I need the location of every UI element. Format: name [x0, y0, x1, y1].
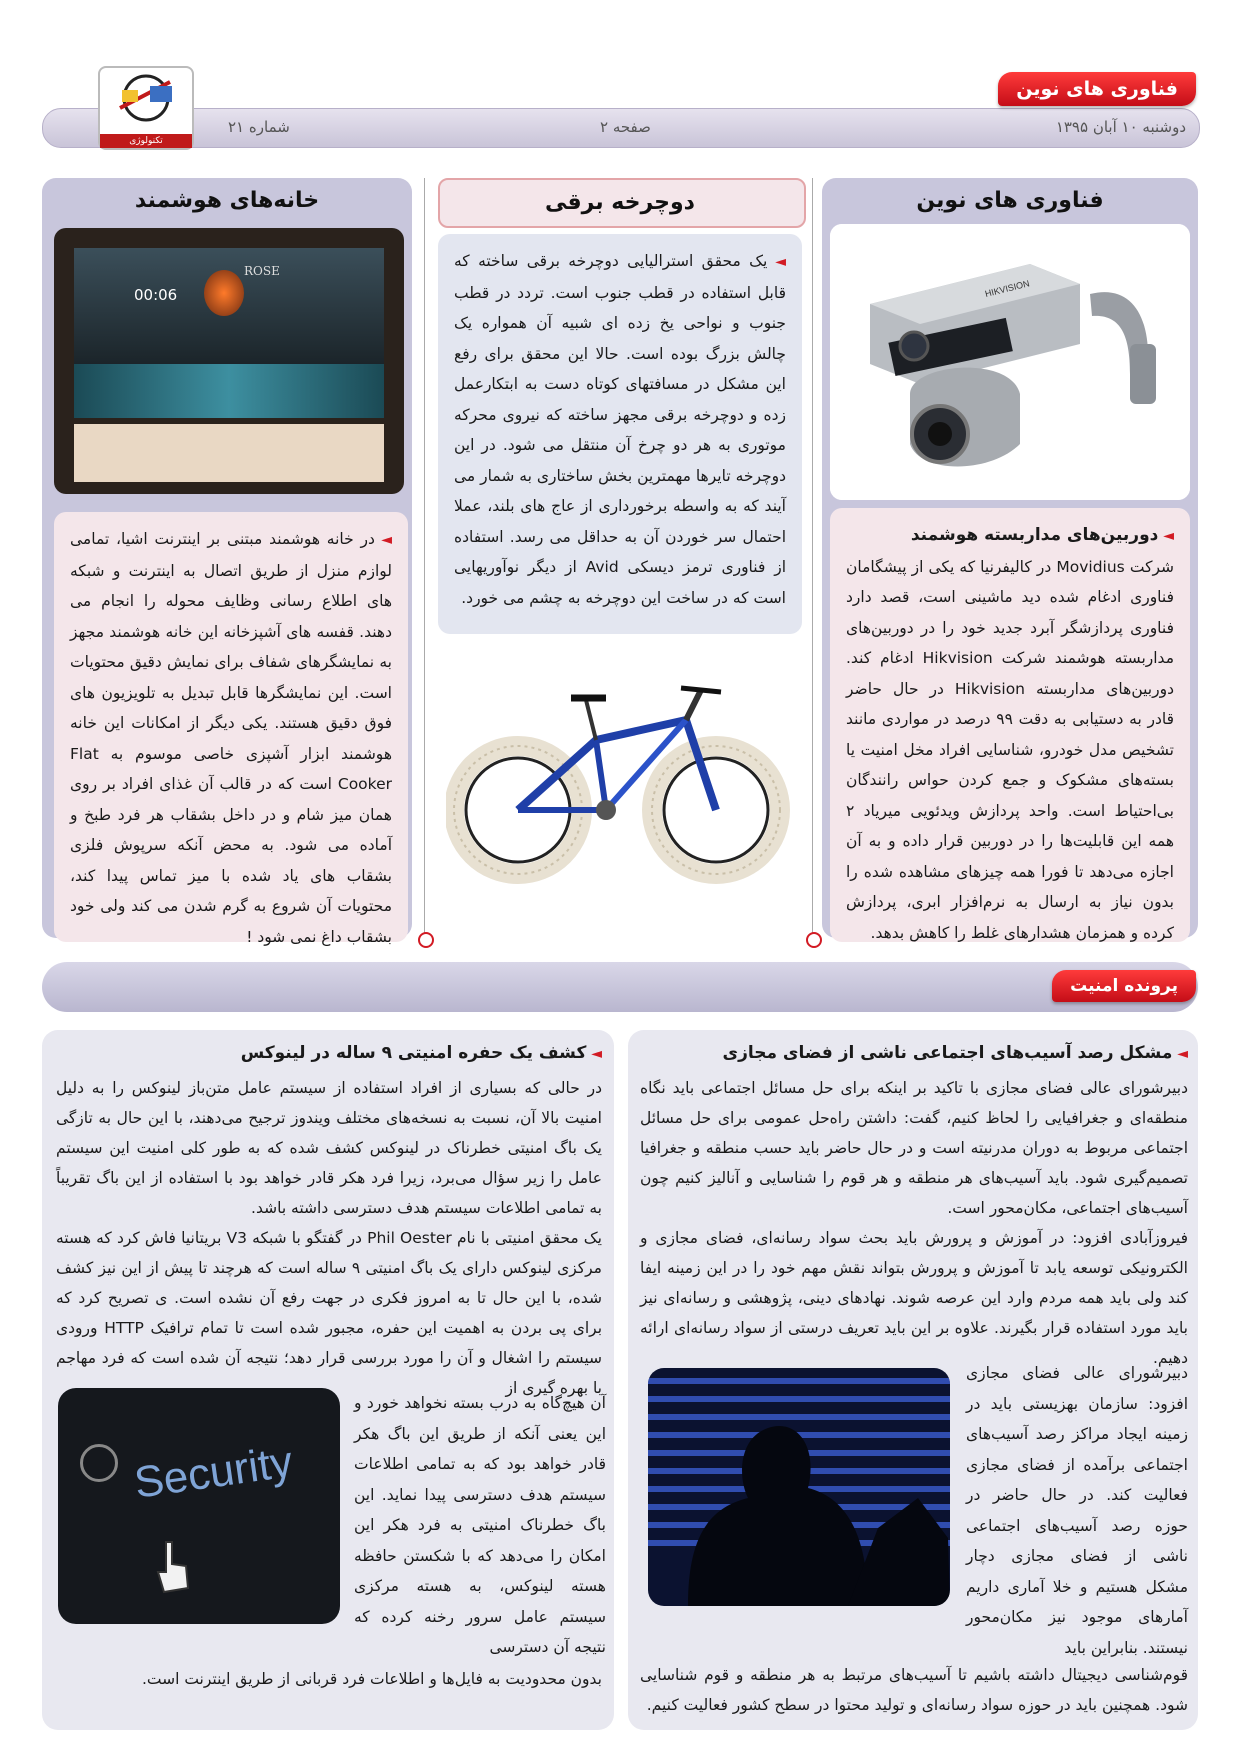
smart-home-photo [54, 228, 404, 494]
linux-article [56, 1038, 602, 1403]
magazine-logo [98, 66, 194, 150]
bike-photo [446, 660, 796, 890]
screen-flower [204, 270, 244, 316]
divider-ring-icon [806, 932, 822, 948]
linux-p3: آن هیچ‌گاه به درب بسته نخواهد خورد و این یعنی آنکه از طریق این باگ هکر قادر خواهد بود که به تمامی اطلاعات سیستم هدف دسترسی پیدا نماید. این باگ خطرناک امنیتی به فرد هکر این امکان را می‌دهد که با شکستن حافظه هسته لینوکس، به هسته مرکزی سیستم عامل سرور رخنه کرده که نتیجه آن دسترسی [354, 1394, 606, 1656]
linux-headline: کشف یک حفره امنیتی ۹ ساله در لینوکس [240, 1043, 587, 1063]
hand-cursor-icon [154, 1538, 194, 1594]
security-section-bar [42, 962, 1198, 1012]
svg-text:HIKVISION: HIKVISION [983, 278, 1031, 299]
column-title: خانه‌های هوشمند [134, 188, 320, 213]
screen-time: 00:06 [134, 286, 178, 304]
smart-home-article [54, 512, 408, 946]
bullet-icon: ◄ [1158, 528, 1174, 544]
bullet-icon: ◄ [1172, 1046, 1188, 1062]
divider-ring-icon [418, 932, 434, 948]
column-divider [812, 178, 813, 938]
linux-p2: یک محقق امنیتی با نام Phil Oester در گفتگو با شبکه V3 بریتانیا فاش کرد که هسته مرکزی لینوکس دارای یک باگ امنیتی ۹ ساله است که هرچند تا پیش از این نیز کشف شده، با این حال تا به امروز فکری در جهت رفع آن نشده است. ی تصریح کرد که برای پی بردن به اهمیت این حفره، مجبور شده است تا تمام ترافیک HTTP ورودی سیستم را اشغال و آن را مورد بررسی قرار دهد؛ نتیجه آن شده است که فرد مهاجم با بهره گیری از [56, 1229, 603, 1397]
issue-number: شماره ۲۱ [228, 118, 290, 136]
column-title: فناوری های نوین [916, 188, 1104, 213]
section-tab: فناوری های نوین [998, 72, 1196, 106]
social-p2: فیروزآبادی افزود: در آموزش و پرورش باید بحث سواد رسانه‌ای، فضای مجازی و الکترونیکی توسعه یابد تا آموزش و پرورش بتواند نقش مهم خود را در این زمینه ایفا کند ولی باید همه مردم وارد این عرصه شوند. نهادهای دینی، پژوهشی و رسانه‌ای نیز باید مورد استفاده قرار بگیرند. علاوه بر این باید تعریف درستی از سواد رسانه‌ای ارائه دهیم. [640, 1229, 1188, 1367]
bike-article [438, 234, 802, 634]
kitchen-cabinet [74, 424, 384, 482]
hacker-photo [648, 1368, 950, 1606]
bullet-icon: ◄ [586, 1046, 602, 1062]
column-divider [424, 178, 425, 938]
glass-shelf [74, 364, 384, 418]
screen-title: ROSE [244, 264, 280, 278]
camera-headline: دوربین‌های مداربسته هوشمند [910, 525, 1159, 545]
page-number: صفحه ۲ [600, 118, 651, 136]
logo-label: تکنولوژی [100, 134, 192, 148]
social-headline: مشکل رصد آسیب‌های اجتماعی ناشی از فضای مجازی [722, 1043, 1173, 1063]
security-photo [58, 1388, 340, 1624]
security-tab: پرونده امنیت [1052, 970, 1196, 1002]
security-word: Security [131, 1437, 296, 1508]
column-title: دوچرخه برقی [545, 190, 695, 215]
bike-body: یک محقق استرالیایی دوچرخه برقی ساخته که قابل استفاده در قطب جنوب است. تردد در قطب جنوب و نواحی یخ زده ای شبیه آن همواره یک چالش بزرگ بوده است. حالا این محقق برای رفع این مشکل در مسافتهای کوتاه دست به ابتکارعمل زده و دوچرخه برقی مجهز ساخته که نیروی محرکه موتوری به هر دو چرخ آن منتقل می شود. در این دوچرخه تایرها مهمترین بخش ساختاری به شمار می آیند که به واسطه برخورداری از عاج های بلند، عملا احتمال سر خوردن آن به حداقل می رسد. استفاده از فناوری ترمز دیسکی Avid از دیگر نوآوریهایی است که در ساخت این دوچرخه به چشم می خورد. [454, 252, 787, 607]
linux-p1: در حالی که بسیاری از افراد استفاده از سیستم عامل متن‌باز لینوکس را به دلیل امنیت بالا آن، نسبت به نسخه‌های مختلف ویندوز ترجیح می‌دهند، با این حال به تازگی یک باگ امنیتی خطرناک در لینوکس کشف شده که به طور کلی امنیت این سیستم عامل را زیر سؤال می‌برد، زیرا فرد هکر قادر خواهد بود با استفاده از این باگ تقریباً به تمامی اطلاعات سیستم هدف دسترسی داشته باشد. [56, 1079, 602, 1217]
issue-date: دوشنبه ۱۰ آبان ۱۳۹۵ [1055, 118, 1186, 136]
camera-photo [830, 224, 1190, 500]
smart-home-body: در خانه هوشمند مبتنی بر اینترنت اشیا، تمامی لوازم منزل از طریق اتصال به اینترنت و شبکه های اطلاع رسانی وظایف محوله را انجام می دهند. قفسه های آشپزخانه این خانه هوشمند مجهز به نمایشگرهای شفاف برای نمایش دقیق محتویات است. این نمایشگرها قابل تبدیل به تلویزیون های فوق دقیق هستند. یکی دیگر از امکانات این خانه هوشمند ابزار آشپزی خاصی موسوم به Flat Cooker است که در قالب آن غذای افراد بر روی همان میز شام و در داخل بشقاب هر فرد طبخ و آماده می شود. به محض آنکه سرپوش فلزی بشقاب های یاد شده با میز تماس پیدا کند، محتویات آن شروع به گرم شدن می کند ولی خود بشقاب داغ نمی شود ! [70, 530, 392, 946]
linux-p4: بدون محدودیت به فایل‌ها و اطلاعات فرد قربانی از طریق اینترنت است. [141, 1670, 602, 1688]
security-logo-icon [80, 1444, 118, 1482]
camera-article [830, 508, 1190, 942]
camera-body: شرکت Movidius در کالیفرنیا که یکی از پیشگامان فناوری ادغام شده دید ماشینی است، قصد دارد فناوری پردازشگر آبرد جدید خود را در دوربین‌های مداربسته هوشمند شرکت Hikvision ادغام کند. دوربین‌های مداربسته Hikvision در حال حاضر قادر به دستیابی به دقت ۹۹ درصد در مواردی مانند تشخیص مدل خودرو، شناسایی افراد مخل امنیت یا بسته‌های مشکوک و جمع کردن حواس رانندگان بی‌احتیاط است. واحد پردازش ویدئویی میریاد ۲ همه این قابلیت‌ها را در دوربین قرار داده و به آن اجازه می‌دهد تا فورا همه چیزهای مشاهده شده را بدون نیاز به ارسال به نرم‌افزار ابری، پردازش کرده و همزمان هشدارهای غلط را کاهش بدهد. [846, 557, 1174, 942]
bullet-icon: ◄ [374, 532, 393, 548]
social-article [640, 1038, 1188, 1373]
social-p3: دبیرشورای عالی فضای مجازی افزود: سازمان بهزیستی باید در زمینه ایجاد مراکز رصد آسیب‌های اجتماعی برآمده از فضای مجازی فعالیت کند. در حال حاضر در حوزه رصد آسیب‌های اجتماعی ناشی از فضای مجازی دچار مشکل هستیم و خلا آماری داریم آمارهای موجود نیز مکان‌محور نیستند. بنابراین باید [966, 1364, 1188, 1657]
logo-graphic [100, 68, 192, 130]
social-p1: دبیرشورای عالی فضای مجازی با تاکید بر اینکه برای حل مسائل اجتماعی باید نگاه منطقه‌ای و جغرافیایی را لحاظ کنیم، گفت: داشتن راه‌حل عمومی برای حل مسائل اجتماعی مربوط به دوران مدرنیته است و در حال حاضر باید حسب منطقه و جغرافیا تصمیم‌گیری شود. باید آسیب‌های هر منطقه و هر قوم را شناسایی و آنالیز کنیم چون آسیب‌های اجتماعی، مکان‌محور است. [640, 1079, 1188, 1217]
social-p4: قوم‌شناسی دیجیتال داشته باشیم تا آسیب‌های مرتبط به هر منطقه و قوم شناسایی شود. همچنین باید در حوزه سواد رسانه‌ای و تولید محتوا در سطح کشور فعالیت کنیم. [640, 1666, 1188, 1714]
bullet-icon: ◄ [767, 254, 787, 270]
